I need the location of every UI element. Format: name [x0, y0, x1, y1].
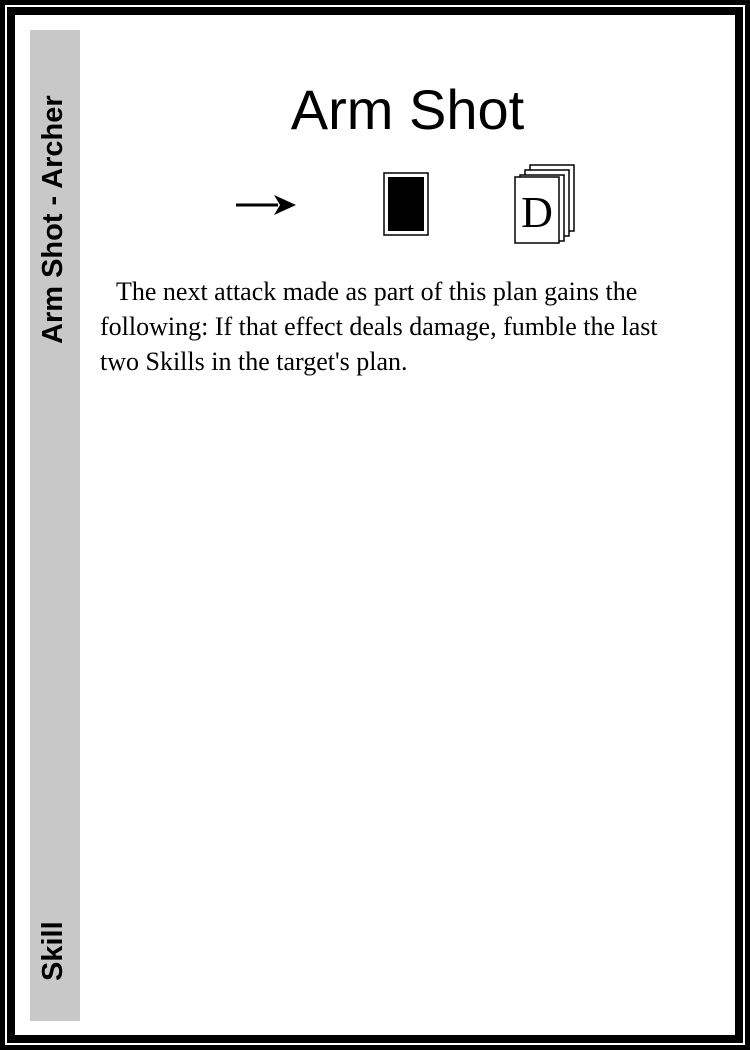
arrow-right-icon	[234, 190, 298, 225]
discard-deck-icon	[514, 163, 578, 250]
discard-deck-letter: D	[521, 188, 553, 237]
side-title: Arm Shot - Archer	[37, 95, 69, 344]
face-down-card-icon	[383, 172, 429, 241]
card-title: Arm Shot	[290, 78, 525, 141]
card-face	[15, 15, 735, 1035]
card-type-label: Skill	[37, 921, 69, 981]
card-body-text: The next attack made as part of this plan gains the following: If that effect deals damage, fumble the last two Skills in the target's plan.	[100, 277, 658, 376]
